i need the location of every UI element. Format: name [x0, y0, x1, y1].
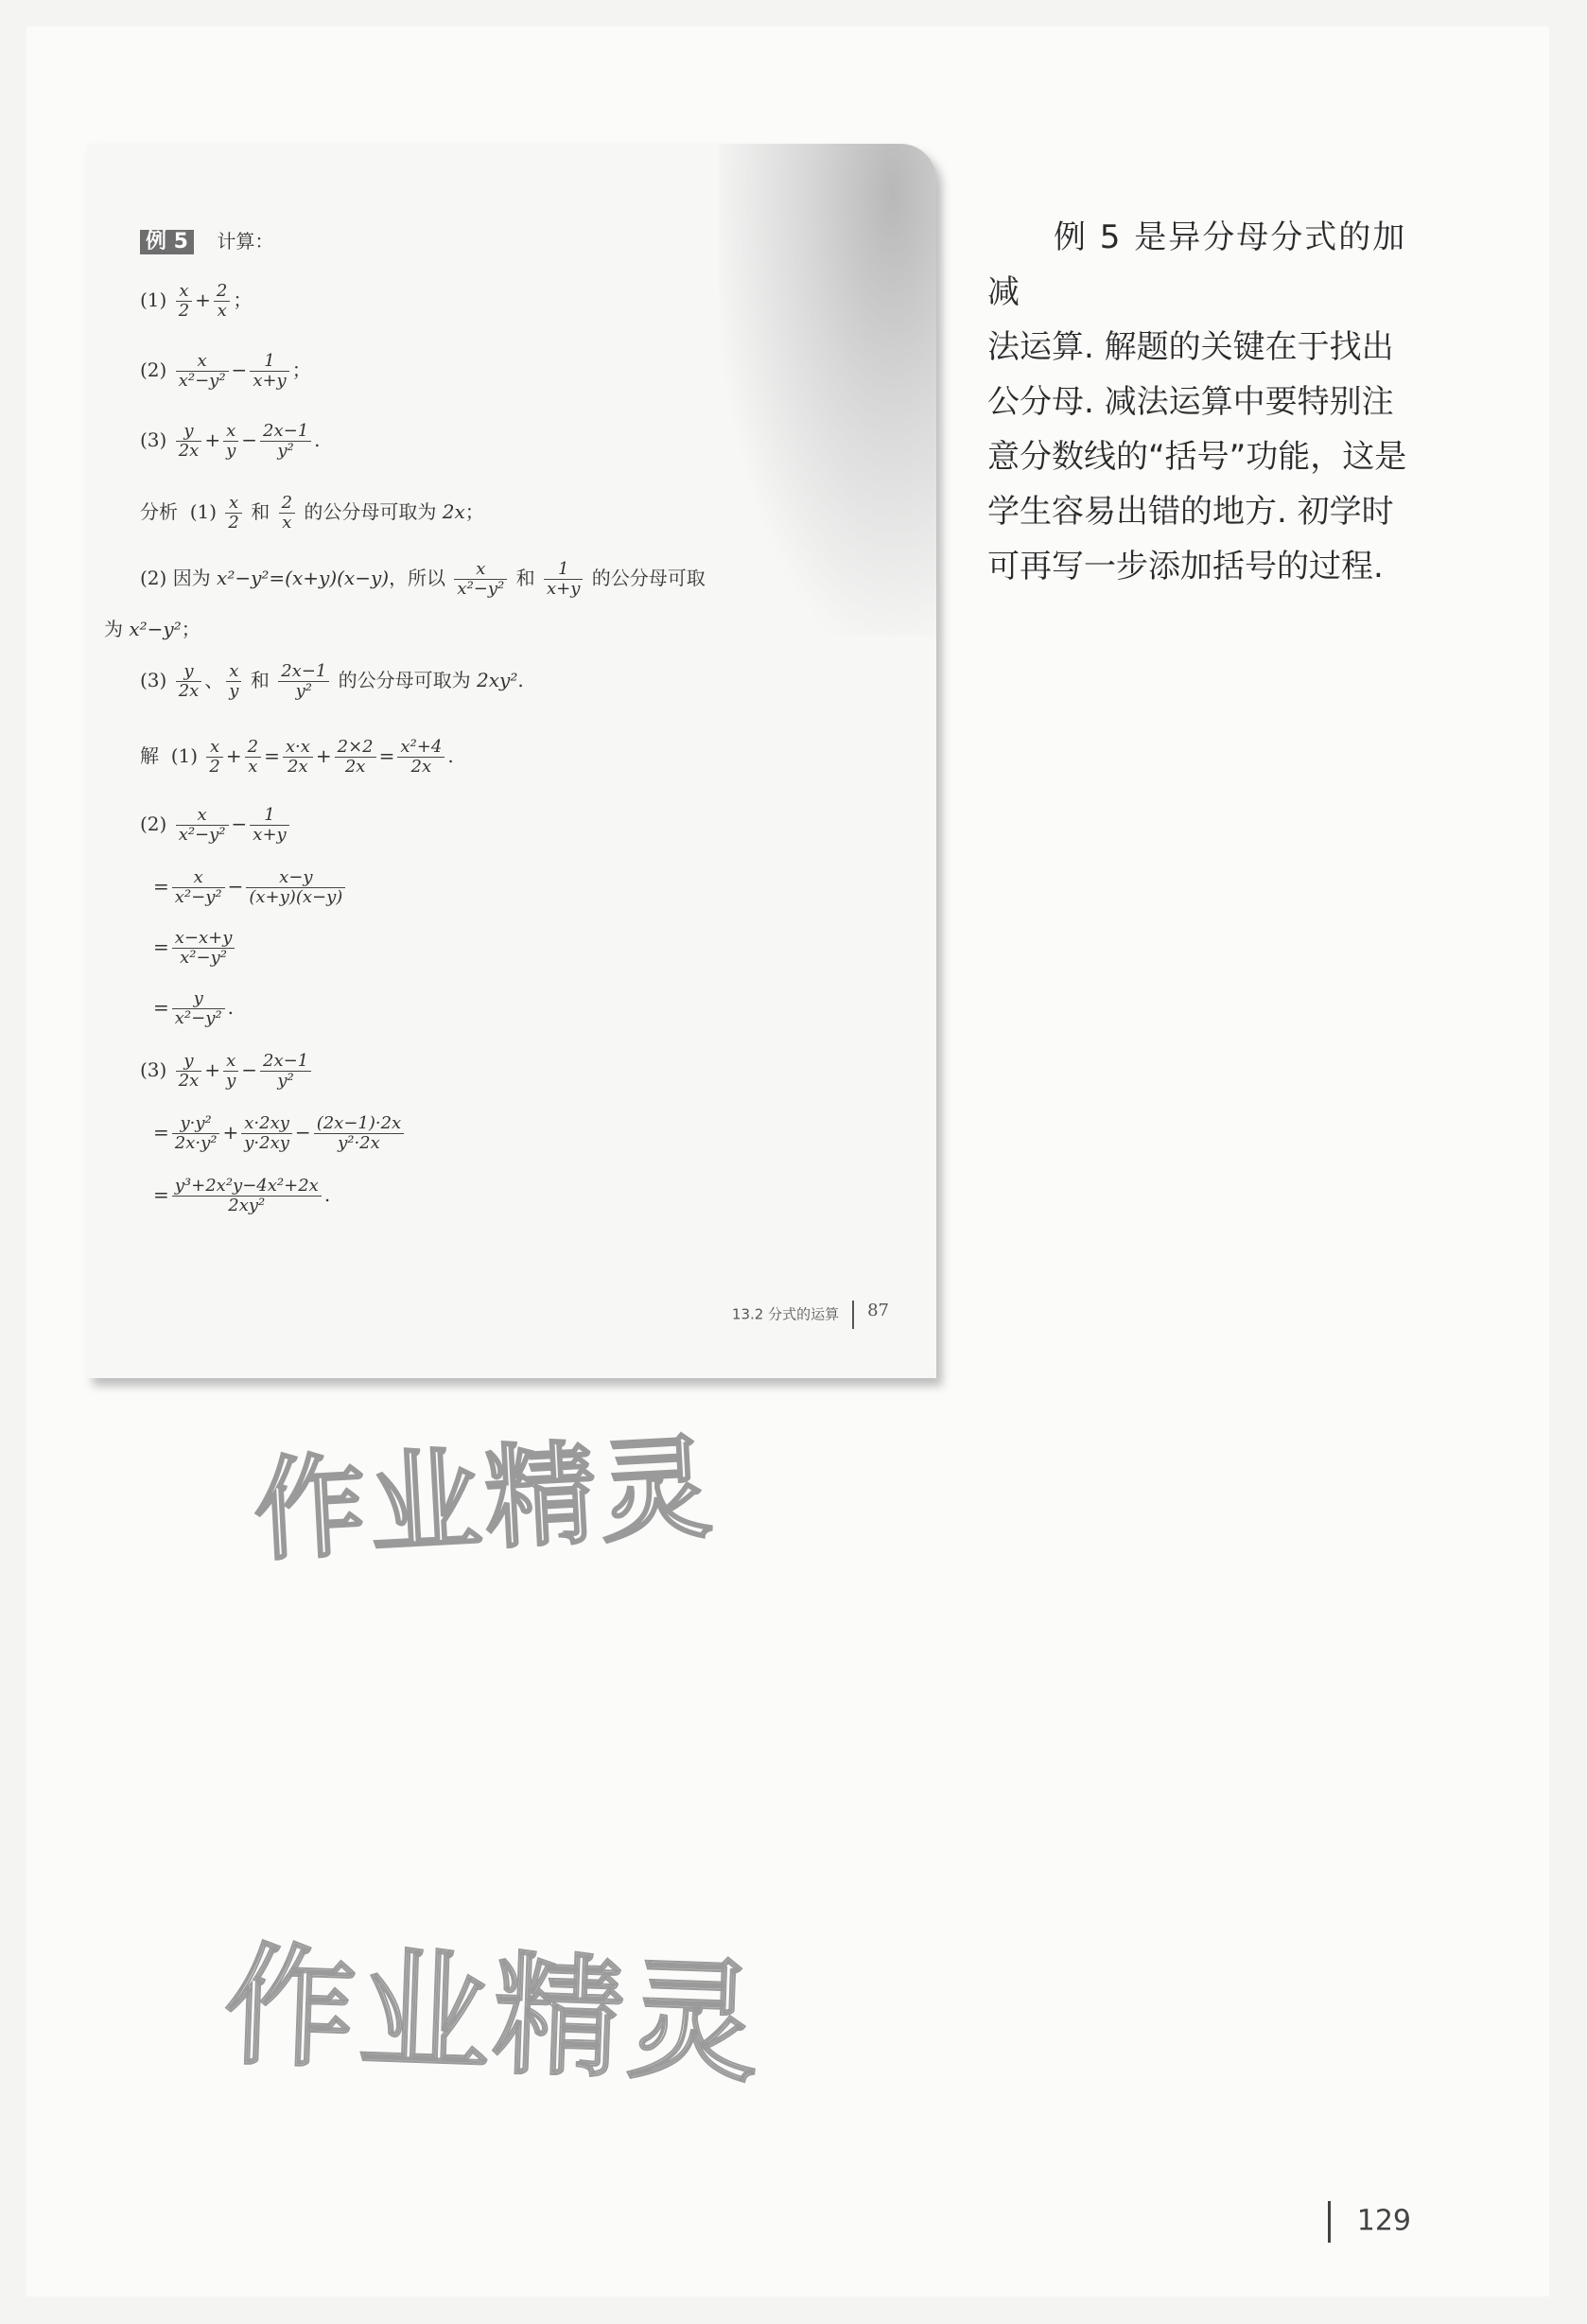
task-text: 计算：	[217, 230, 274, 253]
solution-3-line1: (3) $\frac{y}{2x}$ + $\frac{x}{y}$ − $\frac{2x-1}{\text{y²}}$	[140, 1052, 314, 1091]
problem-2: (2) $\frac{x}{\text{x²−y²}}$ − $\frac{1}{x+y}$ ；	[140, 351, 311, 391]
watermark: 作业精灵	[251, 1422, 719, 1577]
analysis-2: (2) 因为 x²−y²=(x+y)(x−y)，所以 $\frac{x}{\text{x²−y²}}$ 和 $\frac{1}{x+y}$ 的公分母可取	[140, 559, 706, 599]
example-heading	[140, 229, 273, 254]
solution-1: 解 (1) $\frac{x}{2}$ + $\frac{2}{x}$ = $\frac{x\cdot x}{2x}$ + $\frac{2\times 2}{2x}$ = $\frac{\text{x²+4}}{2x}$ .	[140, 737, 454, 777]
commentary-line: 法运算. 解题的关键在于找出	[987, 328, 1394, 366]
page-number-divider	[1328, 2201, 1331, 2243]
analysis-2-cont: 为 x²−y²；	[104, 618, 201, 640]
solution-3-line2: = $\frac{\text{y·y²}}{\text{2x·y²}}$ + $\frac{x\cdot 2xy}{y\cdot 2xy}$ − $\frac{(2x-1)\cdot 2x}{\text{y²·2x}}$	[153, 1114, 407, 1153]
watermark: 作业精灵	[221, 1930, 765, 2101]
inset-footer	[732, 1301, 889, 1329]
analysis-3: (3) $\frac{y}{2x}$ 、 $\frac{x}{y}$ 和 $\frac{2x-1}{\text{y²}}$ 的公分母可取为 2xy².	[140, 661, 524, 701]
page-number: 129	[1328, 2201, 1411, 2243]
solution-2-line3: = $\frac{x-x+y}{\text{x²−y²}}$	[153, 929, 237, 968]
problem-1: (1) $\frac{x}{2}$ + $\frac{2}{x}$ ；	[140, 281, 253, 321]
inset-page-number: 87	[867, 1301, 889, 1320]
commentary-line: 意分数线的“括号”功能，这是	[987, 438, 1407, 476]
commentary-line: 可再写一步添加括号的过程.	[987, 548, 1384, 585]
commentary-line: 学生容易出错的地方. 初学时	[987, 493, 1394, 531]
solution-2-line4: = $\frac{y}{\text{x²−y²}}$ .	[153, 988, 234, 1028]
commentary-line: 公分母. 减法运算中要特别注	[987, 383, 1394, 421]
solution-2-line1: (2) $\frac{x}{\text{x²−y²}}$ − $\frac{1}{x+y}$	[140, 806, 292, 845]
example-label: 例 5	[140, 230, 194, 254]
problem-3: (3) $\frac{y}{2x}$ + $\frac{x}{y}$ − $\frac{2x-1}{\text{y²}}$ .	[140, 421, 321, 461]
analysis-1: 分析 (1) $\frac{x}{2}$ 和 $\frac{2}{x}$ 的公分母可取为 2x；	[140, 493, 484, 533]
solution-2-line2: = $\frac{x}{\text{x²−y²}}$ − $\frac{x-y}{(x+y)(x-y)}$	[153, 868, 348, 907]
commentary-line: 例 5 是异分母分式的加减	[987, 218, 1407, 311]
decorative-sparkle	[719, 144, 936, 636]
solution-3-line3: = $\frac{\text{y³+2x²y−4x²+2x}}{\text{2xy²}}$ .	[153, 1176, 331, 1215]
solution-label: 解	[140, 744, 159, 767]
analysis-label: 分析	[140, 500, 178, 523]
commentary-text	[987, 210, 1432, 594]
section-title: 13.2 分式的运算	[731, 1305, 840, 1323]
inset-textbook-page	[87, 144, 936, 1378]
